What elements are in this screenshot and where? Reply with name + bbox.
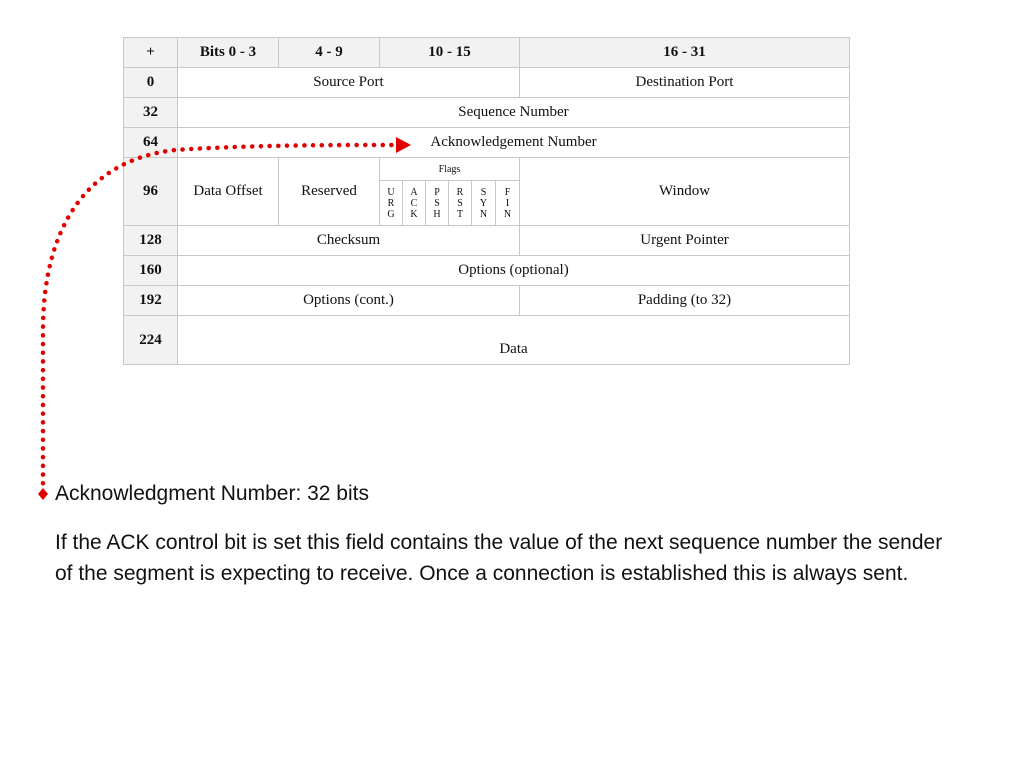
flag-ack: A C K [403, 181, 426, 226]
row-96 [124, 158, 850, 181]
row-offset-224: 224 [124, 316, 178, 365]
row-offset-192: 192 [124, 286, 178, 316]
checksum-field: Checksum [178, 226, 520, 256]
row-192 [124, 286, 850, 316]
bullet-diamond-icon [38, 488, 48, 500]
data-offset-field: Data Offset [178, 158, 279, 226]
row-offset-64: 64 [124, 128, 178, 158]
col-header-bits-16-31: 16 - 31 [520, 38, 850, 68]
options-field: Options (optional) [178, 256, 850, 286]
row-128 [124, 226, 850, 256]
row-offset-160: 160 [124, 256, 178, 286]
row-0 [124, 68, 850, 98]
options-cont-field: Options (cont.) [178, 286, 520, 316]
urgent-pointer-field: Urgent Pointer [520, 226, 850, 256]
acknowledgement-number-field: Acknowledgement Number [178, 128, 850, 158]
window-field: Window [520, 158, 850, 226]
row-64 [124, 128, 850, 158]
column-header-row [124, 38, 850, 68]
col-header-bits-10-15: 10 - 15 [380, 38, 520, 68]
col-header-bits-4-9: 4 - 9 [279, 38, 380, 68]
flag-psh: P S H [426, 181, 449, 226]
reserved-field: Reserved [279, 158, 380, 226]
annotation-heading: Acknowledgment Number: 32 bits [55, 482, 369, 505]
row-offset-128: 128 [124, 226, 178, 256]
source-port-field: Source Port [178, 68, 520, 98]
tcp-header-table [123, 37, 850, 365]
flag-urg: U R G [380, 181, 403, 226]
col-header-plus: + [124, 38, 178, 68]
data-field: Data [178, 316, 850, 365]
flag-syn: S Y N [472, 181, 496, 226]
sequence-number-field: Sequence Number [178, 98, 850, 128]
row-offset-32: 32 [124, 98, 178, 128]
destination-port-field: Destination Port [520, 68, 850, 98]
col-header-bits-0-3: Bits 0 - 3 [178, 38, 279, 68]
row-32 [124, 98, 850, 128]
flag-fin: F I N [496, 181, 520, 226]
row-160 [124, 256, 850, 286]
flags-label: Flags [380, 158, 520, 181]
annotation-body: If the ACK control bit is set this field contains the value of the next sequence number the sender of the segment is expecting to receive. Once a connection is established this is always sent. [55, 531, 943, 585]
flag-rst: R S T [449, 181, 472, 226]
row-offset-0: 0 [124, 68, 178, 98]
row-offset-96: 96 [124, 158, 178, 226]
padding-field: Padding (to 32) [520, 286, 850, 316]
row-224 [124, 316, 850, 365]
